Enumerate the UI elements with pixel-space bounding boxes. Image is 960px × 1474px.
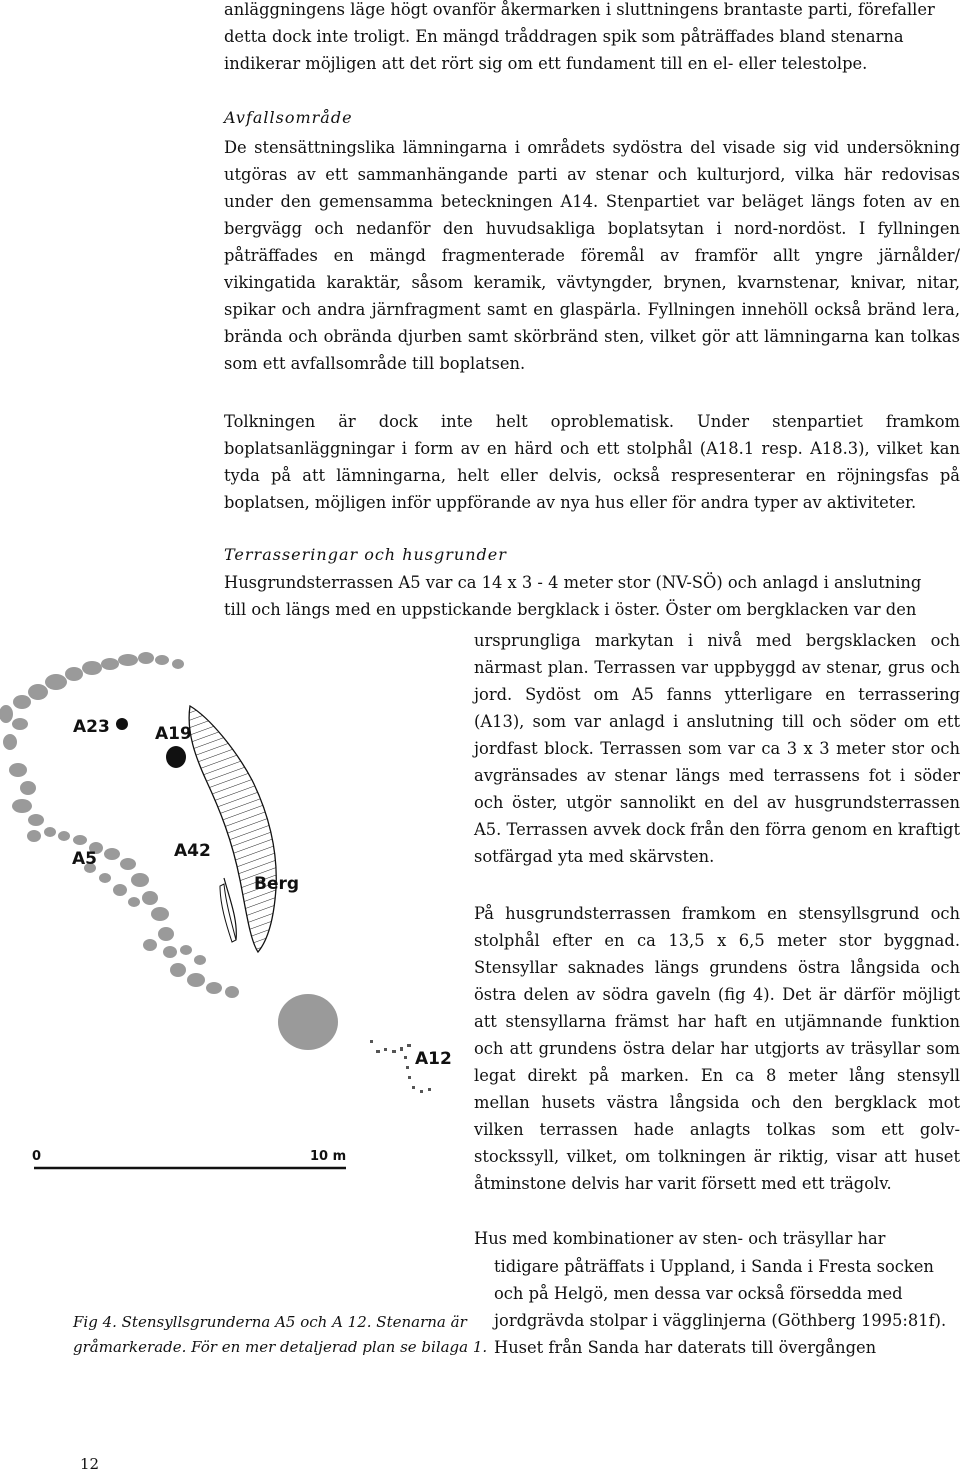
label-a23: A23 (73, 717, 110, 737)
avfall-paragraph-2: Tolkningen är dock inte helt oproblematisk. Under stenpartiet framkom boplatsanläggningar i form av en härd och ett stolphål (A18.1 resp. A18.3), vilket kan tyda på att lämningarna, helt eller delvis, också respresenterar en röjningsfas på boplatsen, möjligen inför uppförande av nya hus eller för andra typer av aktiviteter. (224, 412, 960, 512)
section-heading-terrass: Terrasseringar och husgrunder (224, 545, 507, 564)
label-a19: A19 (155, 724, 192, 744)
avfall-paragraph: De stensättningslika lämningarna i områdets sydöstra del visade sig vid undersökning utgöras av ett sammanhängande parti av stenar och kulturjord, vilka här redovisas under den gemensamma beteckningen A14. Stenpartiet var beläget längs foten av en bergvägg och nedanför den huvudsakliga boplatsytan i nord-nordöst. I fyllningen påträffades en mängd fragmenterade föremål av framför allt yngre järnålder/ vikingatida karaktär, såsom keramik, vävtyngder, brynen, kvarnstenar, knivar, nitar, spikar och andra järnfragment samt en glaspärla. Fyllningen innehöll också bränd lera, brända och obrända djurben samt skörbränd sten, vilket gör att lämningarna kan tolkas som ett avfallsområde till boplatsen. (224, 138, 960, 373)
figure-caption-line-1: Fig 4. Stensyllsgrunderna A5 och A 12. Stenarna är (73, 1313, 467, 1331)
boulder (278, 994, 338, 1050)
figure-caption-line-2: gråmarkerade. För en mer detaljerad plan se bilaga 1. (73, 1338, 488, 1356)
intro-line-1: anläggningens läge högt ovanför åkermarken i sluttningens brantaste parti, förefaller (224, 0, 935, 19)
site-plan-figure (0, 640, 470, 1180)
terrass-lead-line-2: till och längs med en uppstickande bergklack i öster. Öster om bergklacken var den (224, 600, 917, 619)
terrass-last-line-5: Huset från Sanda har daterats till övergången (494, 1338, 877, 1357)
label-a42: A42 (174, 841, 211, 861)
scale-label-end: 10 m (310, 1149, 347, 1164)
scale-label-start: 0 (32, 1149, 42, 1164)
label-berg: Berg (254, 874, 300, 894)
a19-marker (166, 746, 186, 768)
terrass-last-line-2: tidigare påträffats i Uppland, i Sanda i Fresta socken (494, 1257, 934, 1276)
intro-line-2: detta dock inte troligt. En mängd tråddragen spik som påträffades bland stenarna (224, 27, 904, 46)
section-heading-avfall: Avfallsområde (224, 108, 353, 127)
label-a12: A12 (415, 1049, 452, 1069)
terrass-lead-line-1: Husgrundsterrassen A5 var ca 14 x 3 - 4 meter stor (NV-SÖ) och anlagd i anslutning (224, 573, 922, 592)
terrass-last-line-3: och på Helgö, men dessa var också försedda med (494, 1284, 903, 1303)
terrass-paragraph-2: På husgrundsterrassen framkom en stensyllsgrund och stolphål efter en ca 13,5 x 6,5 meter stor byggnad. Stensyllar saknades längs grundens östra långsida och östra delen av södra gaveln (fig 4). Det är därför möjligt att stensyllarna främst har haft en utjämnande funktion och att grundens östra delar har utgjorts av träsyllar som legat direkt på marken. En ca 8 meter lång stensyll mellan husets västra långsida och den bergklack mot vilken terrassen hade anlagts tolkas som ett golv-stockssyll, vilket, om tolkningen är riktig, visar att huset åtminstone delvis har varit försett med ett trägolv. (474, 904, 960, 1193)
bedrock-hatched (189, 706, 276, 952)
stone-cluster-west (9, 763, 239, 998)
terrass-paragraph-continued: ursprungliga markytan i nivå med bergsklacken och närmast plan. Terrassen var uppbyggd av stenar, grus och jord. Sydöst om A5 fanns ytterligare en terrassering (A13), som var anlagd i anslutning till och söder om ett jordfast block. Terrassen som var ca 3 x 3 meter stor och avgränsades av stenar längs med terrassens fot i söder och öster, utgör sannolikt en del av husgrundsterrassen A5. Terrassen avvek dock från den förra genom en kraftigt sotfärgad yta med skärvsten. (474, 631, 960, 866)
page-number: 12 (80, 1455, 100, 1473)
a23-marker (116, 718, 128, 730)
terrass-last-line-4: jordgrävda stolpar i vägglinjerna (Göthberg 1995:81f). (494, 1311, 947, 1330)
label-a5: A5 (72, 849, 97, 869)
terrass-last-line-1: Hus med kombinationer av sten- och träsyllar har (474, 1229, 886, 1248)
intro-line-3: indikerar möjligen att det rört sig om ett fundament till en el- eller telestolpe. (224, 54, 868, 73)
